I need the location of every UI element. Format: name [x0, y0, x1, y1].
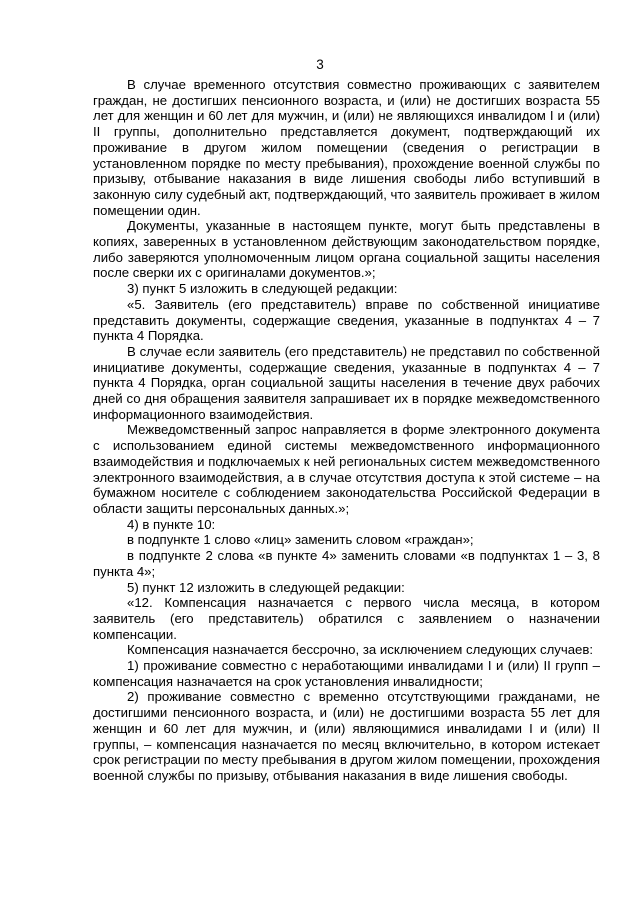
paragraph-4: «5. Заявитель (его представитель) вправе по собственной инициативе представить документы, содержащие сведения, указанные в подпунктах 4 – 7 пункта 4 Порядка. — [93, 296, 600, 344]
paragraph-12: Компенсация назначается бессрочно, за исключением следующих случаев: — [127, 642, 594, 658]
body-text — [93, 77, 600, 784]
paragraph-1: В случае временного отсутствия совместно проживающих с заявителем граждан, не достигших пенсионного возраста, и (или) не достигших возраста 55 лет для женщин и 60 лет для мужчин, и (или) не являющихся инвалидом I и (или) II группы, дополнительно представляется документ, подтверждающий их проживание в другом жилом помещении (сведения о регистрации в установленном порядке по месту пребывания), прохождение военной службы по призыву, отбывание наказания в виде лишения свободы либо вступивший в законную силу судебный акт, подтверждающий, что заявитель проживает в жилом помещении один. — [93, 77, 600, 218]
paragraph-2: Документы, указанные в настоящем пункте, могут быть представлены в копиях, заверенных в установленном действующим законодательством порядке, либо заверяются уполномоченным лицом органа социальной защиты населения после сверки их с оригиналами документов.»; — [93, 218, 600, 281]
paragraph-10: 5) пункт 12 изложить в следующей редакции: — [127, 579, 405, 595]
paragraph-8: в подпункте 1 слово «лиц» заменить словом «граждан»; — [127, 532, 474, 548]
paragraph-5: В случае если заявитель (его представитель) не представил по собственной инициативе документы, содержащие сведения, указанные в подпунктах 4 – 7 пункта 4 Порядка, орган социальной защиты населения в течение двух рабочих дней со дня обращения заявителя запрашивает их в порядке межведомственного информационного взаимодействия. — [93, 343, 600, 422]
paragraph-11: «12. Компенсация назначается с первого числа месяца, в котором заявитель (его представитель) обратился с заявлением о назначении компенсации. — [93, 595, 600, 642]
paragraph-7: 4) в пункте 10: — [127, 516, 216, 532]
paragraph-14: 2) проживание совместно с временно отсутствующими гражданами, не достигшими пенсионного возраста, и (или) не достигшими возраста 55 лет для женщин и 60 лет для мужчин, и (или) являющимися инвалидами I и (или) II группы, – компенсация назначается по месяц включительно, в котором истекает срок регистрации по месту пребывания в другом жилом помещении, прохождения военной службы по призыву, отбывания наказания в виде лишения свободы. — [93, 689, 600, 783]
paragraph-6: Межведомственный запрос направляется в форме электронного документа с использованием единой системы межведомственного информационного взаимодействия и подключаемых к ней региональных систем межведомственного электронного взаимодействия, а в случае отсутствия доступа к этой системе – на бумажном носителе с соблюдением законодательства Российской Федерации в области защиты персональных данных.»; — [93, 422, 600, 516]
paragraph-3: 3) пункт 5 изложить в следующей редакции: — [127, 281, 398, 297]
paragraph-13: 1) проживание совместно с неработающими инвалидами I и (или) II групп – компенсация назначается на срок установления инвалидности; — [93, 658, 600, 689]
page-number: 3 — [316, 57, 324, 72]
paragraph-9: в подпункте 2 слова «в пункте 4» заменить словами «в подпунктах 1 – 3, 8 пункта 4»; — [93, 548, 600, 579]
